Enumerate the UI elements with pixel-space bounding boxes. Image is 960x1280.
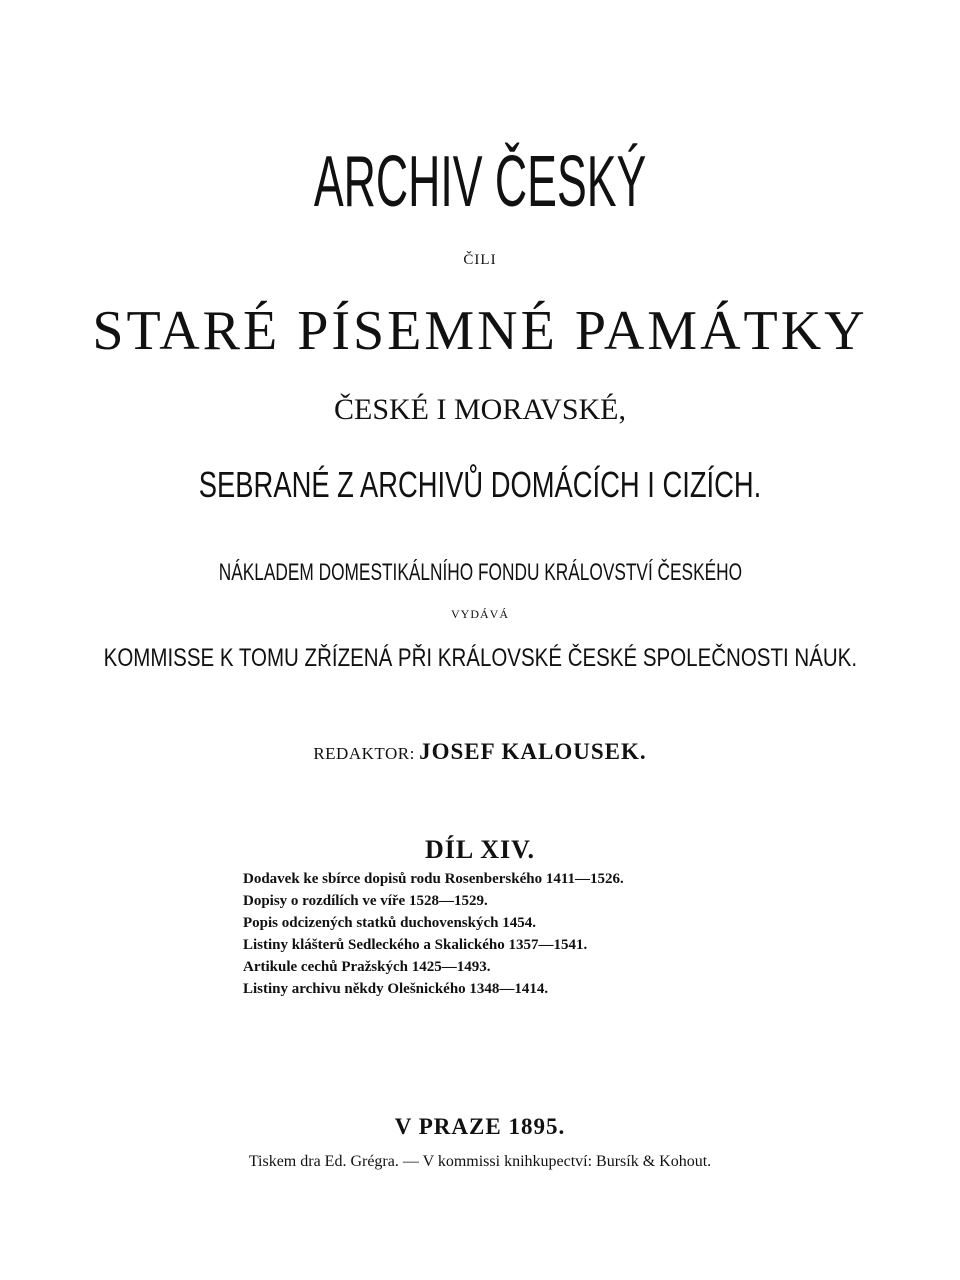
- subtitle-sources: [0, 462, 960, 508]
- contents-list: [243, 868, 763, 1000]
- contents-item: Dopisy o rozdílích ve víře 1528—1529.: [243, 893, 488, 909]
- main-title-text: ARCHIV ČESKÝ: [313, 142, 647, 222]
- commission-line-text: KOMMISSE K TOMU ZŘÍZENÁ PŘI KRÁLOVSKÉ ČESKÉ SPOLEČNOSTI NÁUK.: [103, 644, 857, 672]
- funding-line-text: NÁKLADEM DOMESTIKÁLNÍHO FONDU KRÁLOVSTVÍ ČESKÉHO: [218, 559, 742, 586]
- publisher-verb: VYDÁVÁ: [451, 607, 509, 621]
- volume-heading: DÍL XIV.: [424, 835, 536, 864]
- editor-label: REDAKTOR:: [313, 744, 415, 763]
- commission-line: [0, 642, 960, 674]
- contents-item: Dodavek ke sbírce dopisů rodu Rosenberského 1411—1526.: [243, 871, 624, 887]
- main-title: [0, 140, 960, 224]
- subtitle-regions: ČESKÉ I MORAVSKÉ,: [334, 393, 626, 426]
- funding-line: [0, 558, 960, 588]
- subtitle: STARÉ PÍSEMNÉ PAMÁTKY: [92, 300, 868, 362]
- contents-item: Artikule cechů Pražských 1425—1493.: [243, 959, 491, 975]
- place-year: V PRAZE 1895.: [394, 1114, 566, 1139]
- contents-item: Listiny archivu někdy Olešnického 1348—1414.: [243, 981, 549, 997]
- printer-line: Tiskem dra Ed. Grégra. — V kommissi knihkupectví: Bursík & Kohout.: [248, 1153, 712, 1170]
- contents-item: Popis odcizených statků duchovenských 1454.: [243, 915, 536, 931]
- editor-line: [0, 738, 960, 768]
- subtitle-sources-text: SEBRANÉ Z ARCHIVŮ DOMÁCÍCH I CIZÍCH.: [198, 464, 762, 505]
- contents-item: Listiny klášterů Sedleckého a Skalického 1357—1541.: [243, 937, 588, 953]
- editor-name: JOSEF KALOUSEK.: [419, 739, 647, 764]
- title-connector: ČILI: [463, 252, 497, 268]
